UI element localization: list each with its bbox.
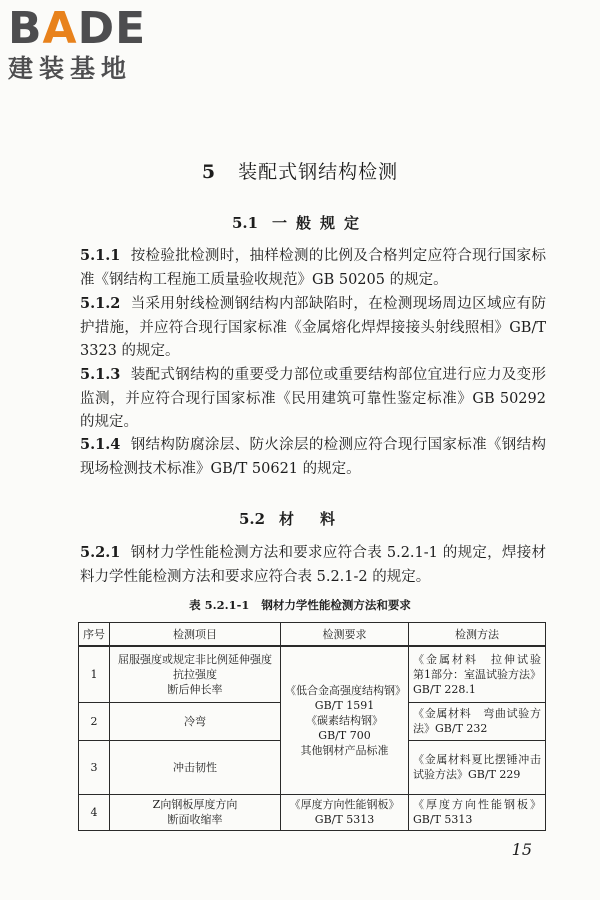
bade-logo [8, 4, 178, 84]
row-number: 3 [79, 740, 110, 794]
page-number: 15 [511, 840, 532, 859]
steel-test-table [78, 622, 552, 831]
section-5-2-title [0, 508, 600, 529]
section-name: 一般规定 [272, 214, 369, 232]
test-item: 屈服强度或规定非比例延伸强度 抗拉强度 断后伸长率 [110, 646, 281, 702]
test-method: 《金属材料夏比摆锤冲击试验方法》GB/T 229 [409, 740, 546, 794]
header-cell: 序号 [79, 623, 110, 647]
section-number: 5.1 [231, 214, 259, 232]
test-item: 冷弯 [110, 702, 281, 740]
test-method: 《厚度方向性能钢板》GB/T 5313 [409, 794, 546, 830]
row-number: 4 [79, 794, 110, 830]
chapter-name: 装配式钢结构检测 [238, 161, 399, 183]
section-5-1-title [0, 212, 600, 233]
test-item: 冲击韧性 [110, 740, 281, 794]
table-row [79, 646, 546, 702]
merged-requirement: 《低合金高强度结构钢》 GB/T 1591 《碳素结构钢》 GB/T 700 其他钢材产品标准 [281, 646, 409, 794]
clause-5-2-1 [80, 541, 546, 589]
clause-number: 5.1.2 [80, 295, 121, 312]
clause-5-1-2 [80, 292, 546, 364]
clause-5-1-4 [80, 433, 546, 481]
section-name: 材料 [279, 510, 362, 528]
table-title: 钢材力学性能检测方法和要求 [261, 598, 411, 612]
test-requirement: 《厚度方向性能钢板》 GB/T 5313 [281, 794, 409, 830]
clause-text: 钢结构防腐涂层、防火涂层的检测应符合现行国家标准《钢结构现场检测技术标准》GB/T 50621 的规定。 [80, 437, 546, 477]
row-number: 2 [79, 702, 110, 740]
clause-text: 按检验批检测时，抽样检测的比例及合格判定应符合现行国家标准《钢结构工程施工质量验收规范》GB 50205 的规定。 [80, 248, 546, 288]
table-header-row [79, 623, 546, 647]
row-number: 1 [79, 646, 110, 702]
header-cell: 检测方法 [409, 623, 546, 647]
section-number: 5.2 [238, 510, 266, 528]
chapter-number: 5 [201, 161, 217, 183]
header-cell: 检测要求 [281, 623, 409, 647]
clause-number: 5.1.3 [80, 366, 121, 383]
chapter-title [0, 157, 600, 184]
clause-text: 当采用射线检测钢结构内部缺陷时，在检测现场周边区域应有防护措施，并应符合现行国家标准《金属熔化焊焊接接头射线照相》GB/T 3323 的规定。 [80, 296, 546, 359]
header-cell: 检测项目 [110, 623, 281, 647]
clause-number: 5.1.1 [80, 247, 121, 264]
clause-5-1-1 [80, 244, 546, 292]
test-method: 《金属材料 拉伸试验 第1部分：室温试验方法》GB/T 228.1 [409, 646, 546, 702]
clause-text: 钢材力学性能检测方法和要求应符合表 5.2.1-1 的规定，焊接材料力学性能检测方法和要求应符合表 5.2.1-2 的规定。 [80, 545, 546, 585]
clause-text: 装配式钢结构的重要受力部位或重要结构部位宜进行应力及变形监测，并应符合现行国家标准《民用建筑可靠性鉴定标准》GB 50292 的规定。 [80, 367, 546, 430]
test-method: 《金属材料 弯曲试验方法》GB/T 232 [409, 702, 546, 740]
clause-number: 5.2.1 [80, 544, 121, 561]
table-number: 表 5.2.1-1 [189, 598, 250, 612]
table-row [79, 794, 546, 830]
logo-wordmark: BADE [8, 3, 147, 54]
test-item: Z向钢板厚度方向 断面收缩率 [110, 794, 281, 830]
table-caption [0, 597, 600, 613]
clause-5-1-3 [80, 363, 546, 435]
clause-number: 5.1.4 [80, 436, 121, 453]
logo-subtitle: 建装基地 [8, 54, 133, 83]
